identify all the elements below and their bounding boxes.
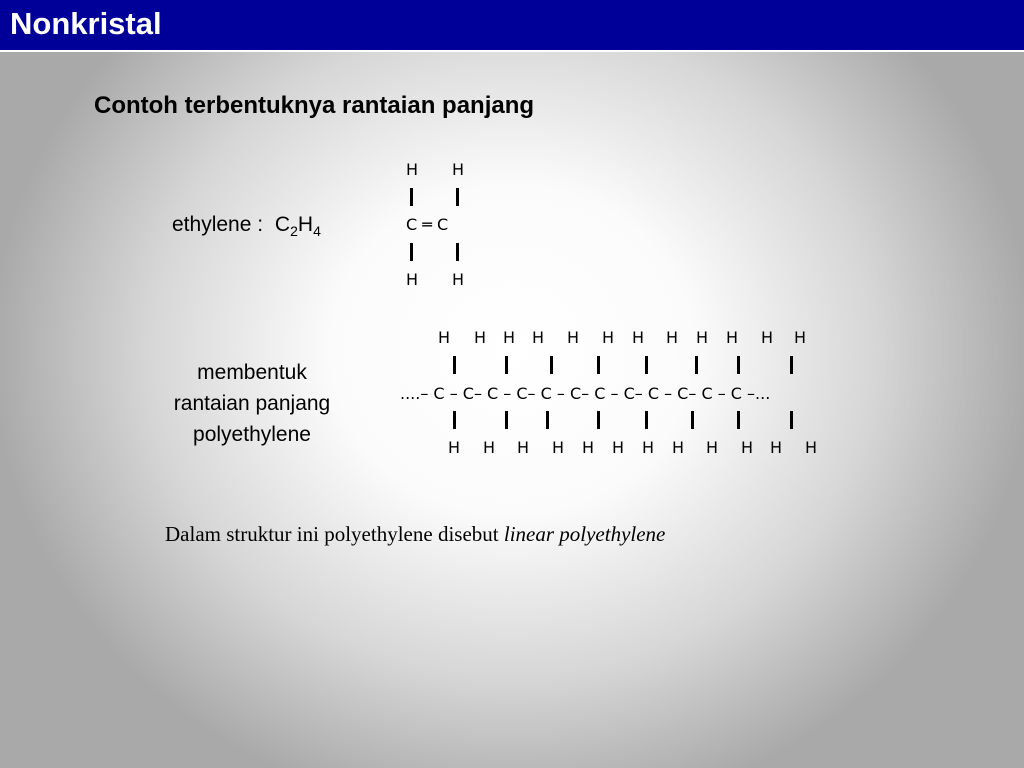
formula-carbon-count: 2	[290, 223, 298, 240]
section-heading: Contoh terbentuknya rantaian panjang	[94, 92, 535, 119]
poly-top-h-8: H	[666, 328, 679, 347]
poly-top-h-6: H	[602, 328, 615, 347]
poly-chain: ....– C – C– C – C– C – C– C – C– C – C– C – C –...	[400, 384, 771, 403]
formula-hydrogen: H	[297, 213, 314, 236]
poly-top-h-1: H	[438, 328, 451, 347]
ethylene-formula	[274, 213, 321, 240]
poly-bond-bottom-3	[546, 411, 549, 429]
poly-bond-top-7	[737, 356, 740, 374]
slide-title: Nonkristal	[10, 6, 162, 41]
footer-italic-term: linear polyethylene	[503, 522, 666, 546]
poly-bottom-h-7: H	[642, 438, 655, 457]
footer-note	[165, 522, 665, 547]
poly-bottom-h-2: H	[483, 438, 496, 457]
poly-top-h-10: H	[726, 328, 739, 347]
polymer-label	[140, 357, 364, 450]
poly-bond-bottom-7	[737, 411, 740, 429]
poly-top-h-5: H	[567, 328, 580, 347]
poly-top-h-12: H	[794, 328, 807, 347]
poly-bottom-h-12: H	[805, 438, 818, 457]
eth-top-h-1: H	[406, 160, 419, 179]
poly-bond-bottom-5	[645, 411, 648, 429]
poly-bond-bottom-6	[691, 411, 694, 429]
poly-bottom-h-6: H	[612, 438, 625, 457]
poly-bond-bottom-8	[790, 411, 793, 429]
poly-bond-top-8	[790, 356, 793, 374]
poly-bond-bottom-4	[597, 411, 600, 429]
poly-bond-top-1	[453, 356, 456, 374]
poly-bond-bottom-1	[453, 411, 456, 429]
poly-bond-top-3	[550, 356, 553, 374]
poly-bond-bottom-2	[505, 411, 508, 429]
formula-hydrogen-count: 4	[313, 223, 321, 240]
poly-bottom-h-8: H	[672, 438, 685, 457]
ethylene-label	[172, 213, 321, 239]
polymer-label-line-3: polyethylene	[193, 423, 311, 446]
poly-top-h-11: H	[761, 328, 774, 347]
ethylene-text: ethylene :	[172, 213, 264, 236]
poly-bond-top-5	[645, 356, 648, 374]
poly-bond-top-2	[505, 356, 508, 374]
footer-text: Dalam struktur ini polyethylene disebut	[165, 522, 499, 546]
polymer-label-line-1: membentuk	[197, 361, 307, 384]
eth-bottom-h-2: H	[452, 270, 465, 289]
poly-top-h-3: H	[503, 328, 516, 347]
title-bar	[0, 0, 1024, 52]
poly-bottom-h-3: H	[517, 438, 530, 457]
poly-top-h-2: H	[474, 328, 487, 347]
eth-bond-bottom-1	[410, 243, 413, 261]
poly-bottom-h-10: H	[741, 438, 754, 457]
poly-bottom-h-1: H	[448, 438, 461, 457]
poly-bottom-h-5: H	[582, 438, 595, 457]
eth-bottom-h-1: H	[406, 270, 419, 289]
polymer-label-line-2: rantaian panjang	[173, 392, 331, 415]
poly-bottom-h-11: H	[770, 438, 783, 457]
poly-top-h-9: H	[696, 328, 709, 347]
poly-bond-top-4	[597, 356, 600, 374]
eth-bond-bottom-2	[456, 243, 459, 261]
formula-carbon: C	[274, 213, 291, 236]
poly-bond-top-6	[695, 356, 698, 374]
eth-bond-top-1	[410, 188, 413, 206]
poly-top-h-7: H	[632, 328, 645, 347]
poly-bottom-h-9: H	[706, 438, 719, 457]
eth-top-h-2: H	[452, 160, 465, 179]
poly-top-h-4: H	[532, 328, 545, 347]
poly-bottom-h-4: H	[552, 438, 565, 457]
eth-double-bond: C ═ C	[406, 215, 449, 234]
eth-bond-top-2	[456, 188, 459, 206]
